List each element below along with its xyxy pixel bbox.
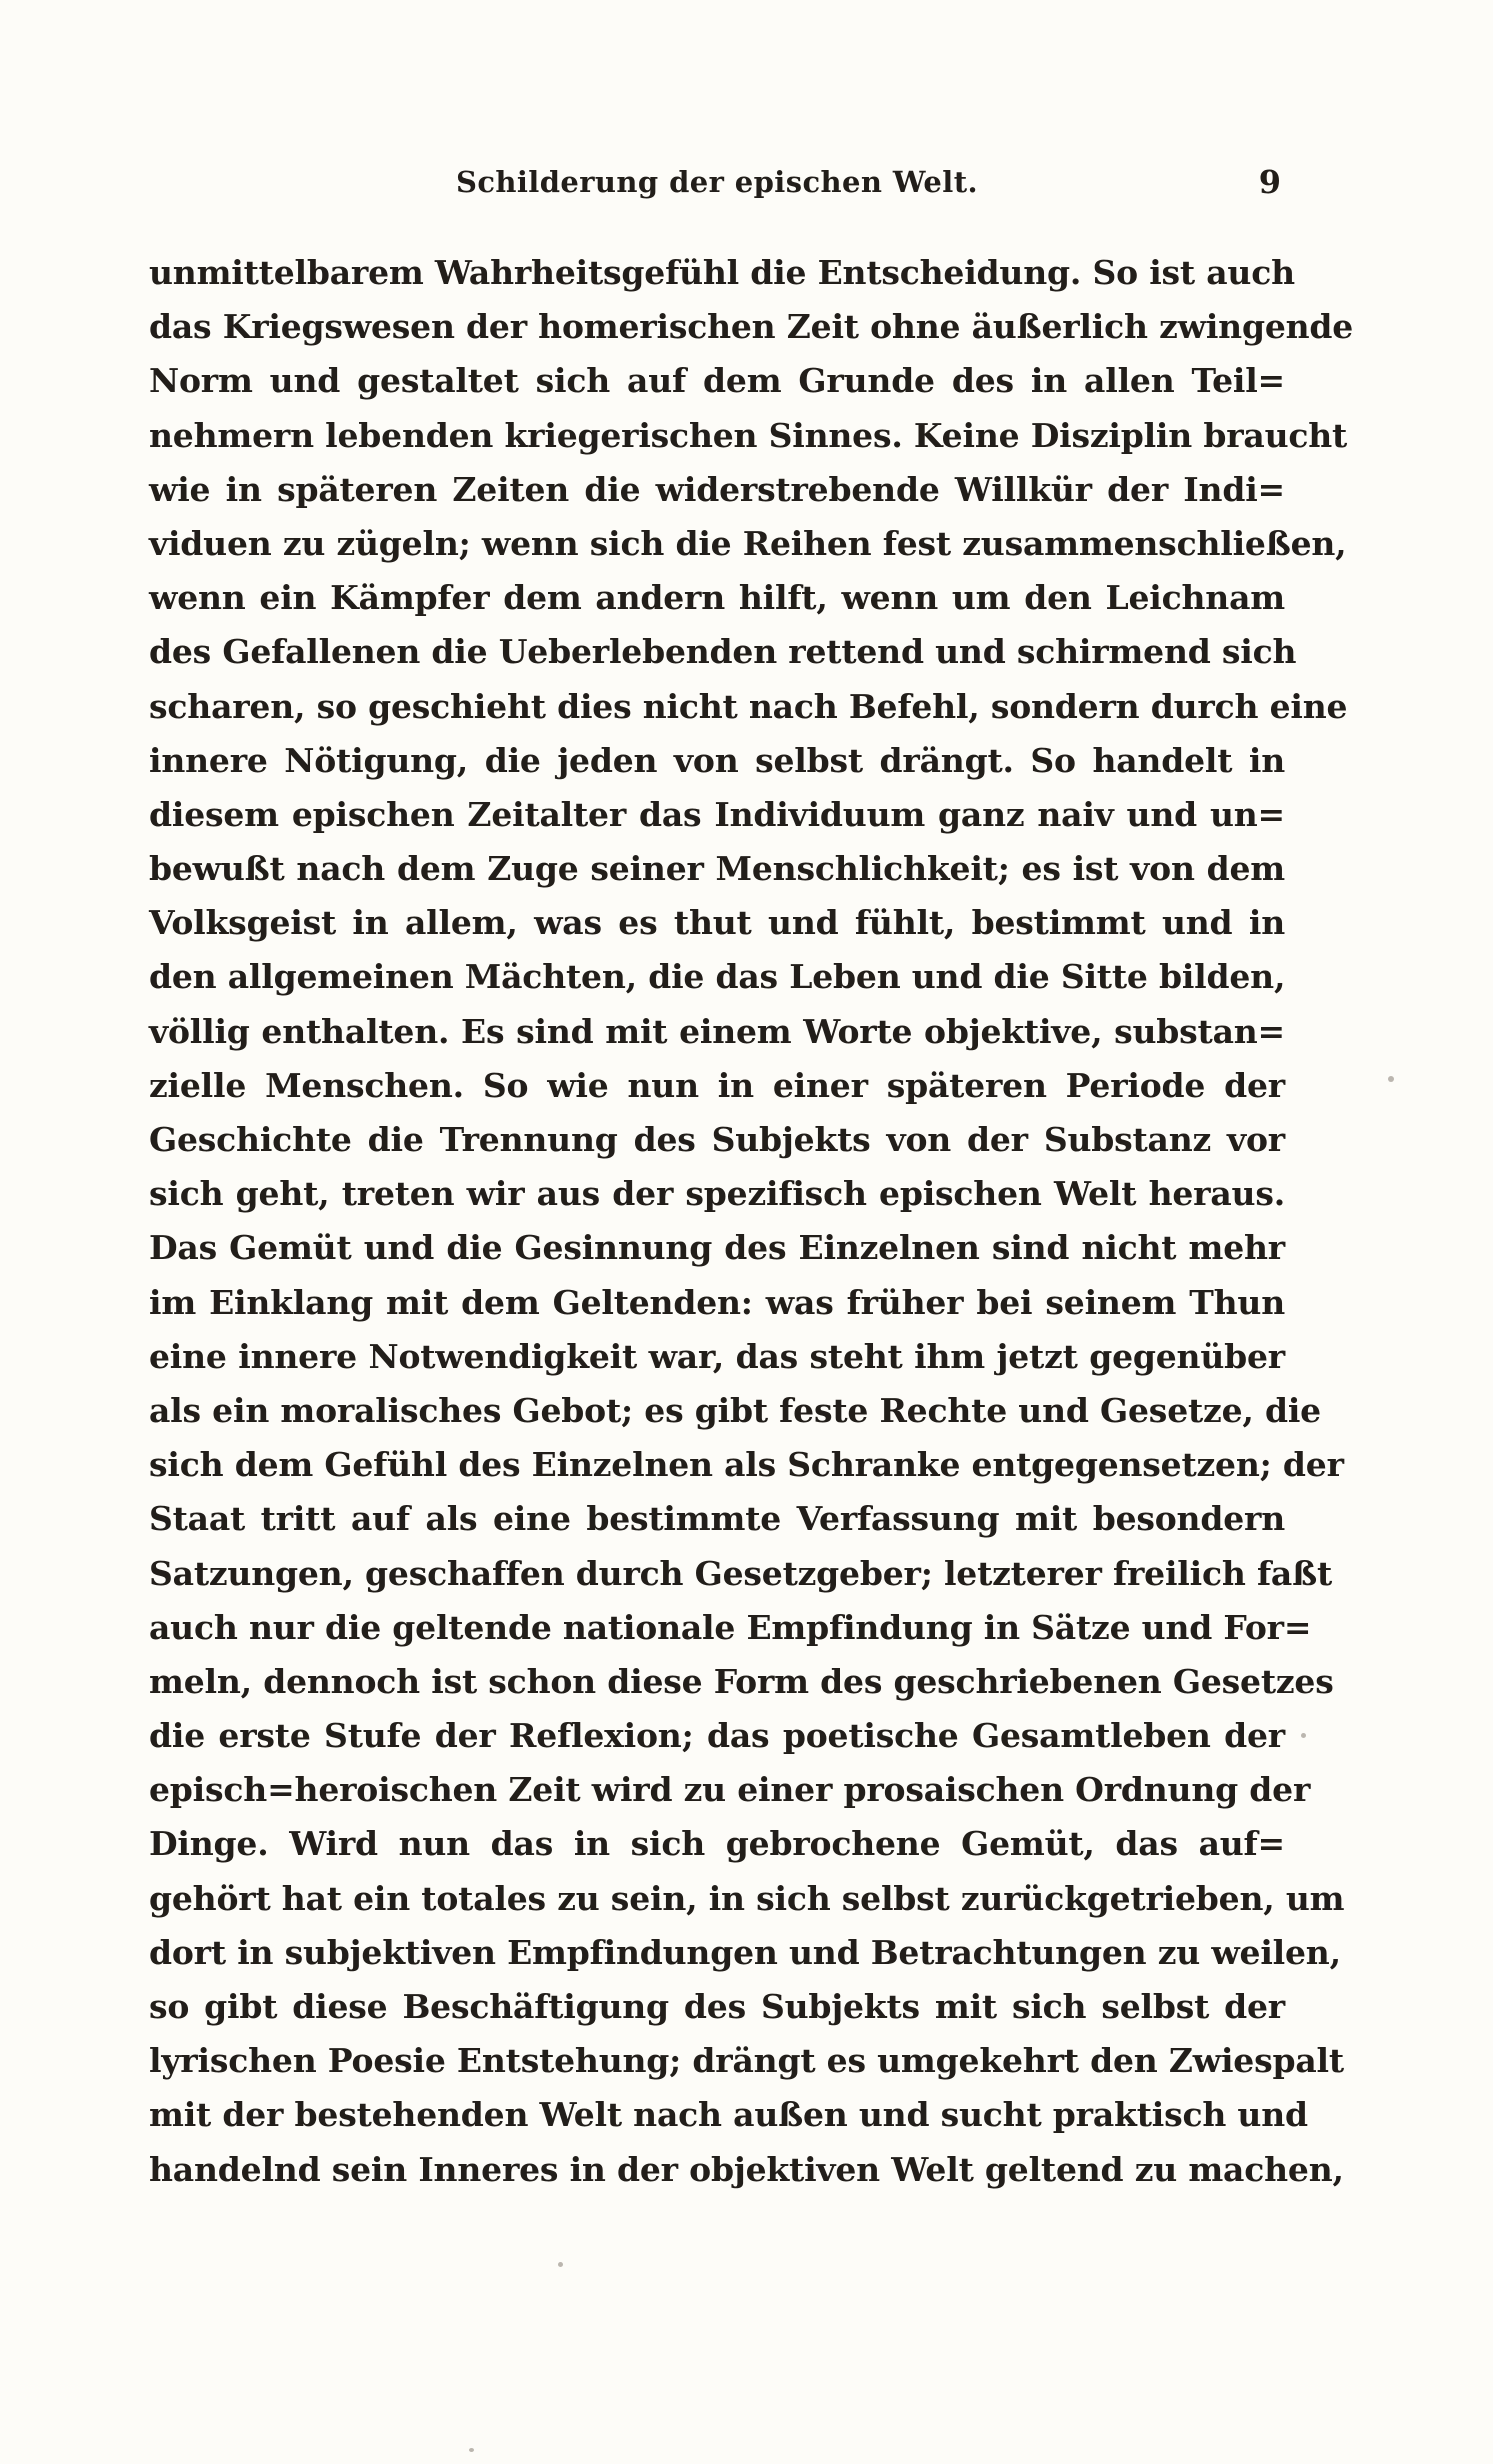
text-line: episch=heroischen Zeit wird zu einer prosaischen Ordnung der <box>149 1770 1311 1810</box>
text-line: dort in subjektiven Empfindungen und Betrachtungen zu weilen, <box>149 1932 1341 1972</box>
text-line: nehmern lebenden kriegerischen Sinnes. Keine Disziplin braucht <box>149 415 1348 455</box>
text-line: als ein moralisches Gebot; es gibt feste Rechte und Gesetze, die <box>149 1390 1321 1430</box>
text-line: unmittelbarem Wahrheitsgefühl die Entscheidung. So ist auch <box>149 253 1295 292</box>
text-line: zielle Menschen. So wie nun in einer späteren Periode der <box>149 1065 1285 1105</box>
text-line: wenn ein Kämpfer dem andern hilft, wenn um den Leichnam <box>149 578 1285 618</box>
scan-speck <box>1388 1076 1394 1082</box>
text-line: so gibt diese Beschäftigung des Subjekts mit sich selbst der <box>149 1987 1285 2026</box>
text-line: innere Nötigung, die jeden von selbst drängt. So handelt in <box>149 740 1285 780</box>
scan-speck <box>558 2262 563 2267</box>
page-number: 9 <box>1258 163 1281 201</box>
text-line: völlig enthalten. Es sind mit einem Worte objektive, substan= <box>149 1011 1285 1051</box>
text-line: scharen, so geschieht dies nicht nach Befehl, sondern durch eine <box>149 686 1348 726</box>
text-line: Satzungen, geschaffen durch Gesetzgeber; letzterer freilich faßt <box>149 1553 1333 1593</box>
body-text <box>149 246 1354 2197</box>
text-line: handelnd sein Inneres in der objektiven Welt geltend zu machen, <box>149 2149 1344 2189</box>
scan-speck <box>469 2448 474 2452</box>
text-line: bewußt nach dem Zuge seiner Menschlichkeit; es ist von dem <box>149 849 1285 889</box>
text-line: Dinge. Wird nun das in sich gebrochene Gemüt, das auf= <box>149 1824 1285 1864</box>
text-line: den allgemeinen Mächten, die das Leben und die Sitte bilden, <box>149 957 1286 997</box>
text-line: lyrischen Poesie Entstehung; drängt es umgekehrt den Zwiespalt <box>149 2041 1344 2081</box>
text-line: mit der bestehenden Welt nach außen und sucht praktisch und <box>149 2095 1308 2135</box>
text-line: Das Gemüt und die Gesinnung des Einzelnen sind nicht mehr <box>149 1228 1285 1268</box>
text-line: im Einklang mit dem Geltenden: was früher bei seinem Thun <box>149 1282 1285 1322</box>
text-line: eine innere Notwendigkeit war, das steht ihm jetzt gegenüber <box>149 1336 1285 1376</box>
scan-speck <box>1301 1733 1306 1738</box>
text-line: des Gefallenen die Ueberlebenden rettend und schirmend sich <box>149 632 1297 672</box>
text-line: auch nur die geltende nationale Empfindung in Sätze und For= <box>149 1607 1312 1647</box>
text-line: meln, dennoch ist schon diese Form des geschriebenen Gesetzes <box>149 1661 1334 1701</box>
text-line: Volksgeist in allem, was es thut und fühlt, bestimmt und in <box>149 903 1285 943</box>
running-header <box>149 165 1285 209</box>
text-line: gehört hat ein totales zu sein, in sich selbst zurückgetrieben, um <box>149 1878 1345 1918</box>
text-line: sich geht, treten wir aus der spezifisch epischen Welt heraus. <box>149 1174 1285 1214</box>
text-line: wie in späteren Zeiten die widerstrebende Willkür der Indi= <box>149 469 1285 509</box>
running-title: Schilderung der epischen Welt. <box>456 165 978 199</box>
text-line: Staat tritt auf als eine bestimmte Verfassung mit besondern <box>149 1499 1285 1539</box>
text-line: das Kriegswesen der homerischen Zeit ohne äußerlich zwingende <box>149 307 1354 347</box>
text-line: Norm und gestaltet sich auf dem Grunde des in allen Teil= <box>149 361 1285 401</box>
text-line: sich dem Gefühl des Einzelnen als Schranke entgegensetzen; der <box>149 1445 1344 1485</box>
text-line: diesem epischen Zeitalter das Individuum ganz naiv und un= <box>149 794 1285 834</box>
text-line: viduen zu zügeln; wenn sich die Reihen fest zusammenschließen, <box>149 523 1347 563</box>
text-line: die erste Stufe der Reflexion; das poetische Gesamtleben der <box>149 1716 1285 1756</box>
text-line: Geschichte die Trennung des Subjekts von der Substanz vor <box>149 1120 1285 1159</box>
